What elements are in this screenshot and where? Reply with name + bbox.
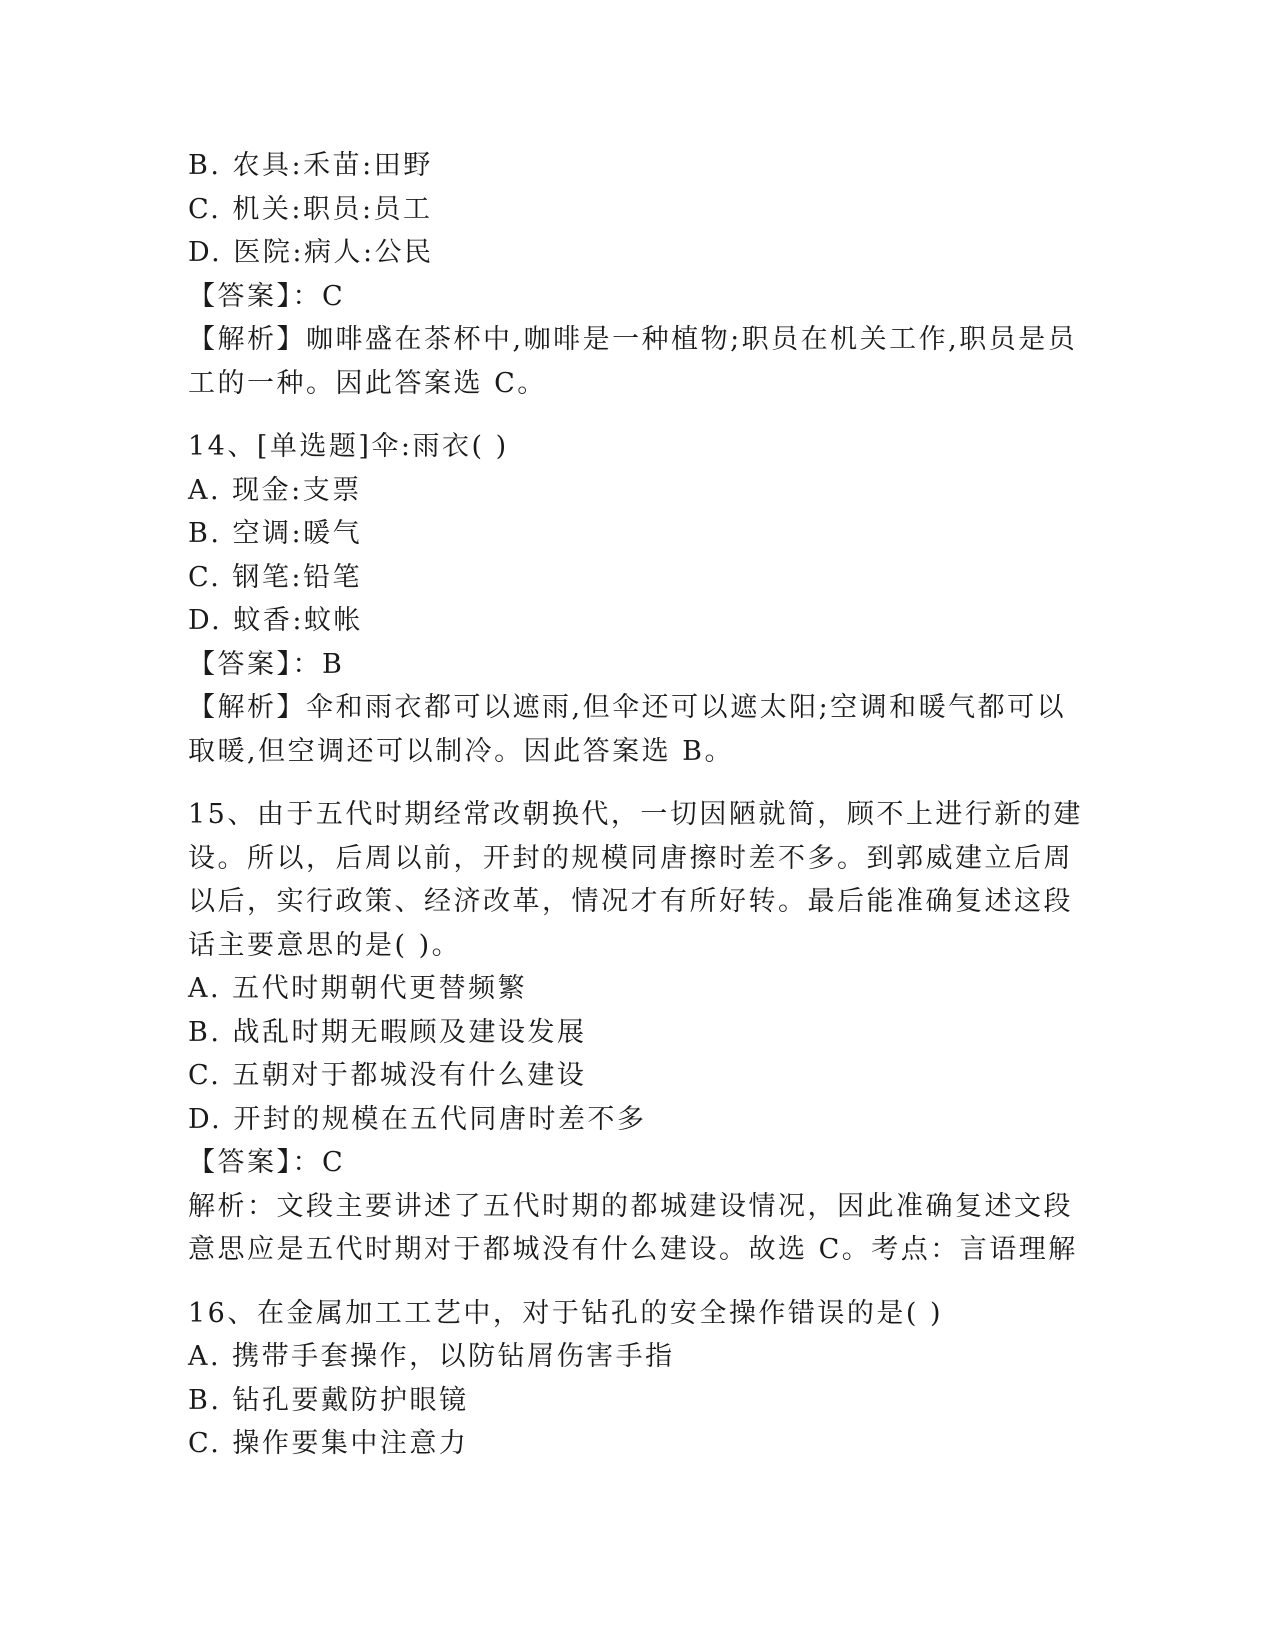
q14-option-c: C. 钢笔:铅笔	[188, 561, 362, 593]
q16-option-b: B. 钻孔要戴防护眼镜	[188, 1384, 469, 1416]
q14-question: 14、[单选题]伞:雨衣( )	[188, 431, 509, 462]
q16-question: 16、在金属加工工艺中，对于钻孔的安全操作错误的是( )	[188, 1297, 944, 1329]
q15-question-line-1: 15、由于五代时期经常改朝换代，一切因陋就简，顾不上进行新的建	[188, 799, 1083, 830]
q15-analysis-line-2: 意思应是五代时期对于都城没有什么建设。故选 C。考点：言语理解	[188, 1234, 1078, 1265]
q14-option-b: B. 空调:暖气	[188, 518, 363, 549]
q15-answer: 【答案】：C	[188, 1147, 346, 1178]
q13-answer: 【答案】：C	[188, 280, 346, 312]
q15-option-d: D. 开封的规模在五代同唐时差不多	[188, 1103, 647, 1135]
q14-analysis-line-1: 【解析】伞和雨衣都可以遮雨,但伞还可以遮太阳;空调和暖气都可以	[188, 692, 1067, 723]
q13-option-b: B. 农具:禾苗:田野	[188, 150, 433, 181]
q15-option-c: C. 五朝对于都城没有什么建设	[188, 1060, 587, 1091]
q15-analysis-line-1: 解析：文段主要讲述了五代时期的都城建设情况，因此准确复述文段	[188, 1190, 1073, 1222]
q15-question-line-2: 设。所以，后周以前，开封的规模同唐擦时差不多。到郭威建立后周	[188, 842, 1073, 874]
q13-analysis-line-2: 工的一种。因此答案选 C。	[188, 367, 547, 399]
q15-option-a: A. 五代时期朝代更替频繁	[188, 973, 528, 1004]
spacer	[188, 773, 1088, 793]
question-14	[188, 425, 1088, 773]
question-15	[188, 793, 1088, 1272]
spacer	[188, 405, 1088, 425]
q15-question-line-3: 以后，实行政策、经济改革，情况才有所好转。最后能准确复述这段	[188, 886, 1073, 917]
q13-analysis-line-1: 【解析】咖啡盛在茶杯中,咖啡是一种植物;职员在机关工作,职员是员	[188, 324, 1078, 355]
question-16	[188, 1292, 1088, 1466]
q15-question-line-4: 话主要意思的是( )。	[188, 929, 462, 961]
q16-option-a: A. 携带手套操作，以防钻屑伤害手指	[188, 1341, 675, 1372]
document-page	[188, 144, 1088, 1466]
q15-option-b: B. 战乱时期无暇顾及建设发展	[188, 1016, 587, 1048]
question-13-tail	[188, 144, 1088, 405]
q14-option-a: A. 现金:支票	[188, 474, 362, 506]
q13-option-c: C. 机关:职员:员工	[188, 193, 433, 225]
spacer	[188, 1272, 1088, 1292]
q14-answer: 【答案】：B	[188, 648, 345, 680]
q14-analysis-line-2: 取暖,但空调还可以制冷。因此答案选 B。	[188, 735, 735, 767]
q13-option-d: D. 医院:病人:公民	[188, 237, 434, 268]
q16-option-c: C. 操作要集中注意力	[188, 1428, 469, 1459]
q14-option-d: D. 蚊香:蚊帐	[188, 605, 363, 636]
